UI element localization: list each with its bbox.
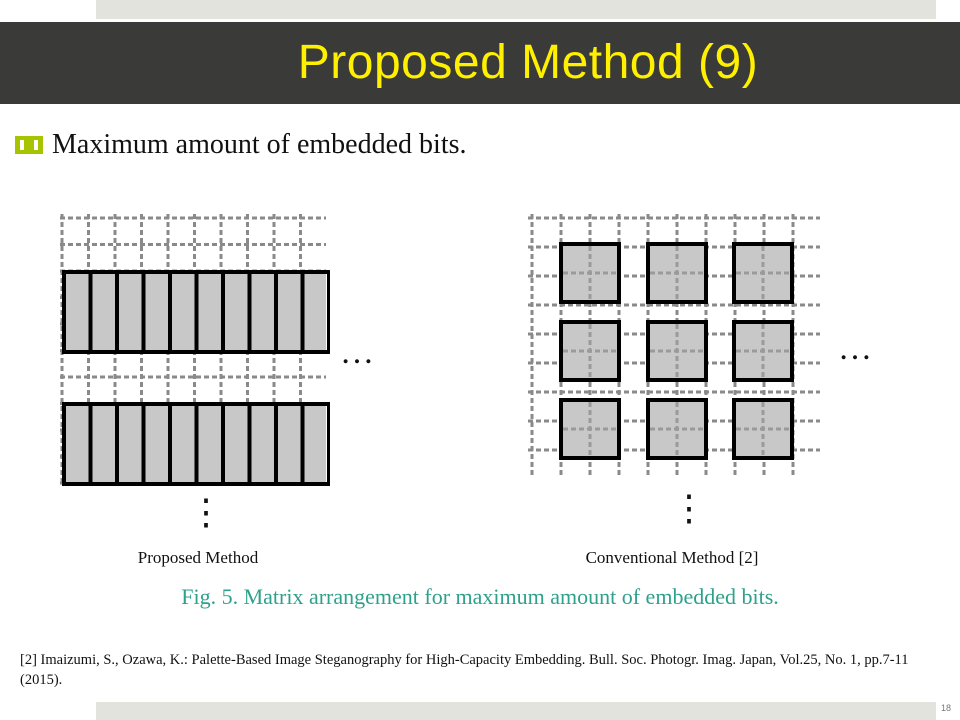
ellipsis-vertical-right: ⋮: [671, 488, 707, 528]
page-number: 18: [941, 703, 952, 713]
bullet-text: Maximum amount of embedded bits.: [52, 129, 467, 160]
proposed-method-diagram: [60, 214, 330, 486]
ellipsis-horizontal-right: …: [838, 330, 874, 367]
figure-caption: Fig. 5. Matrix arrangement for maximum amount of embedded bits.: [181, 584, 779, 609]
bottom-decoration-strip: [96, 702, 936, 720]
conventional-embedding-blocks: [561, 244, 792, 458]
reference-citation: [2] Imaizumi, S., Ozawa, K.: Palette-Based Image Steganography for High-Capacity Embedding. Bull. Soc. Photogr. Imag. Japan, Vol.25, No. 1, pp.7-11 (2015).: [20, 652, 909, 688]
ellipsis-vertical-left: ⋮: [188, 492, 224, 532]
slide-title: Proposed Method (9): [297, 36, 759, 89]
top-decoration-strip: [96, 0, 936, 19]
conventional-method-diagram: [528, 214, 822, 480]
conventional-method-label: Conventional Method [2]: [585, 548, 759, 567]
embedding-row-fill: [62, 272, 326, 352]
ellipsis-horizontal-left: …: [340, 334, 376, 371]
embedding-row-fill: [62, 404, 326, 484]
proposed-method-label: Proposed Method: [137, 548, 259, 567]
bullet-icon: [15, 136, 43, 154]
title-bar: [0, 22, 960, 104]
